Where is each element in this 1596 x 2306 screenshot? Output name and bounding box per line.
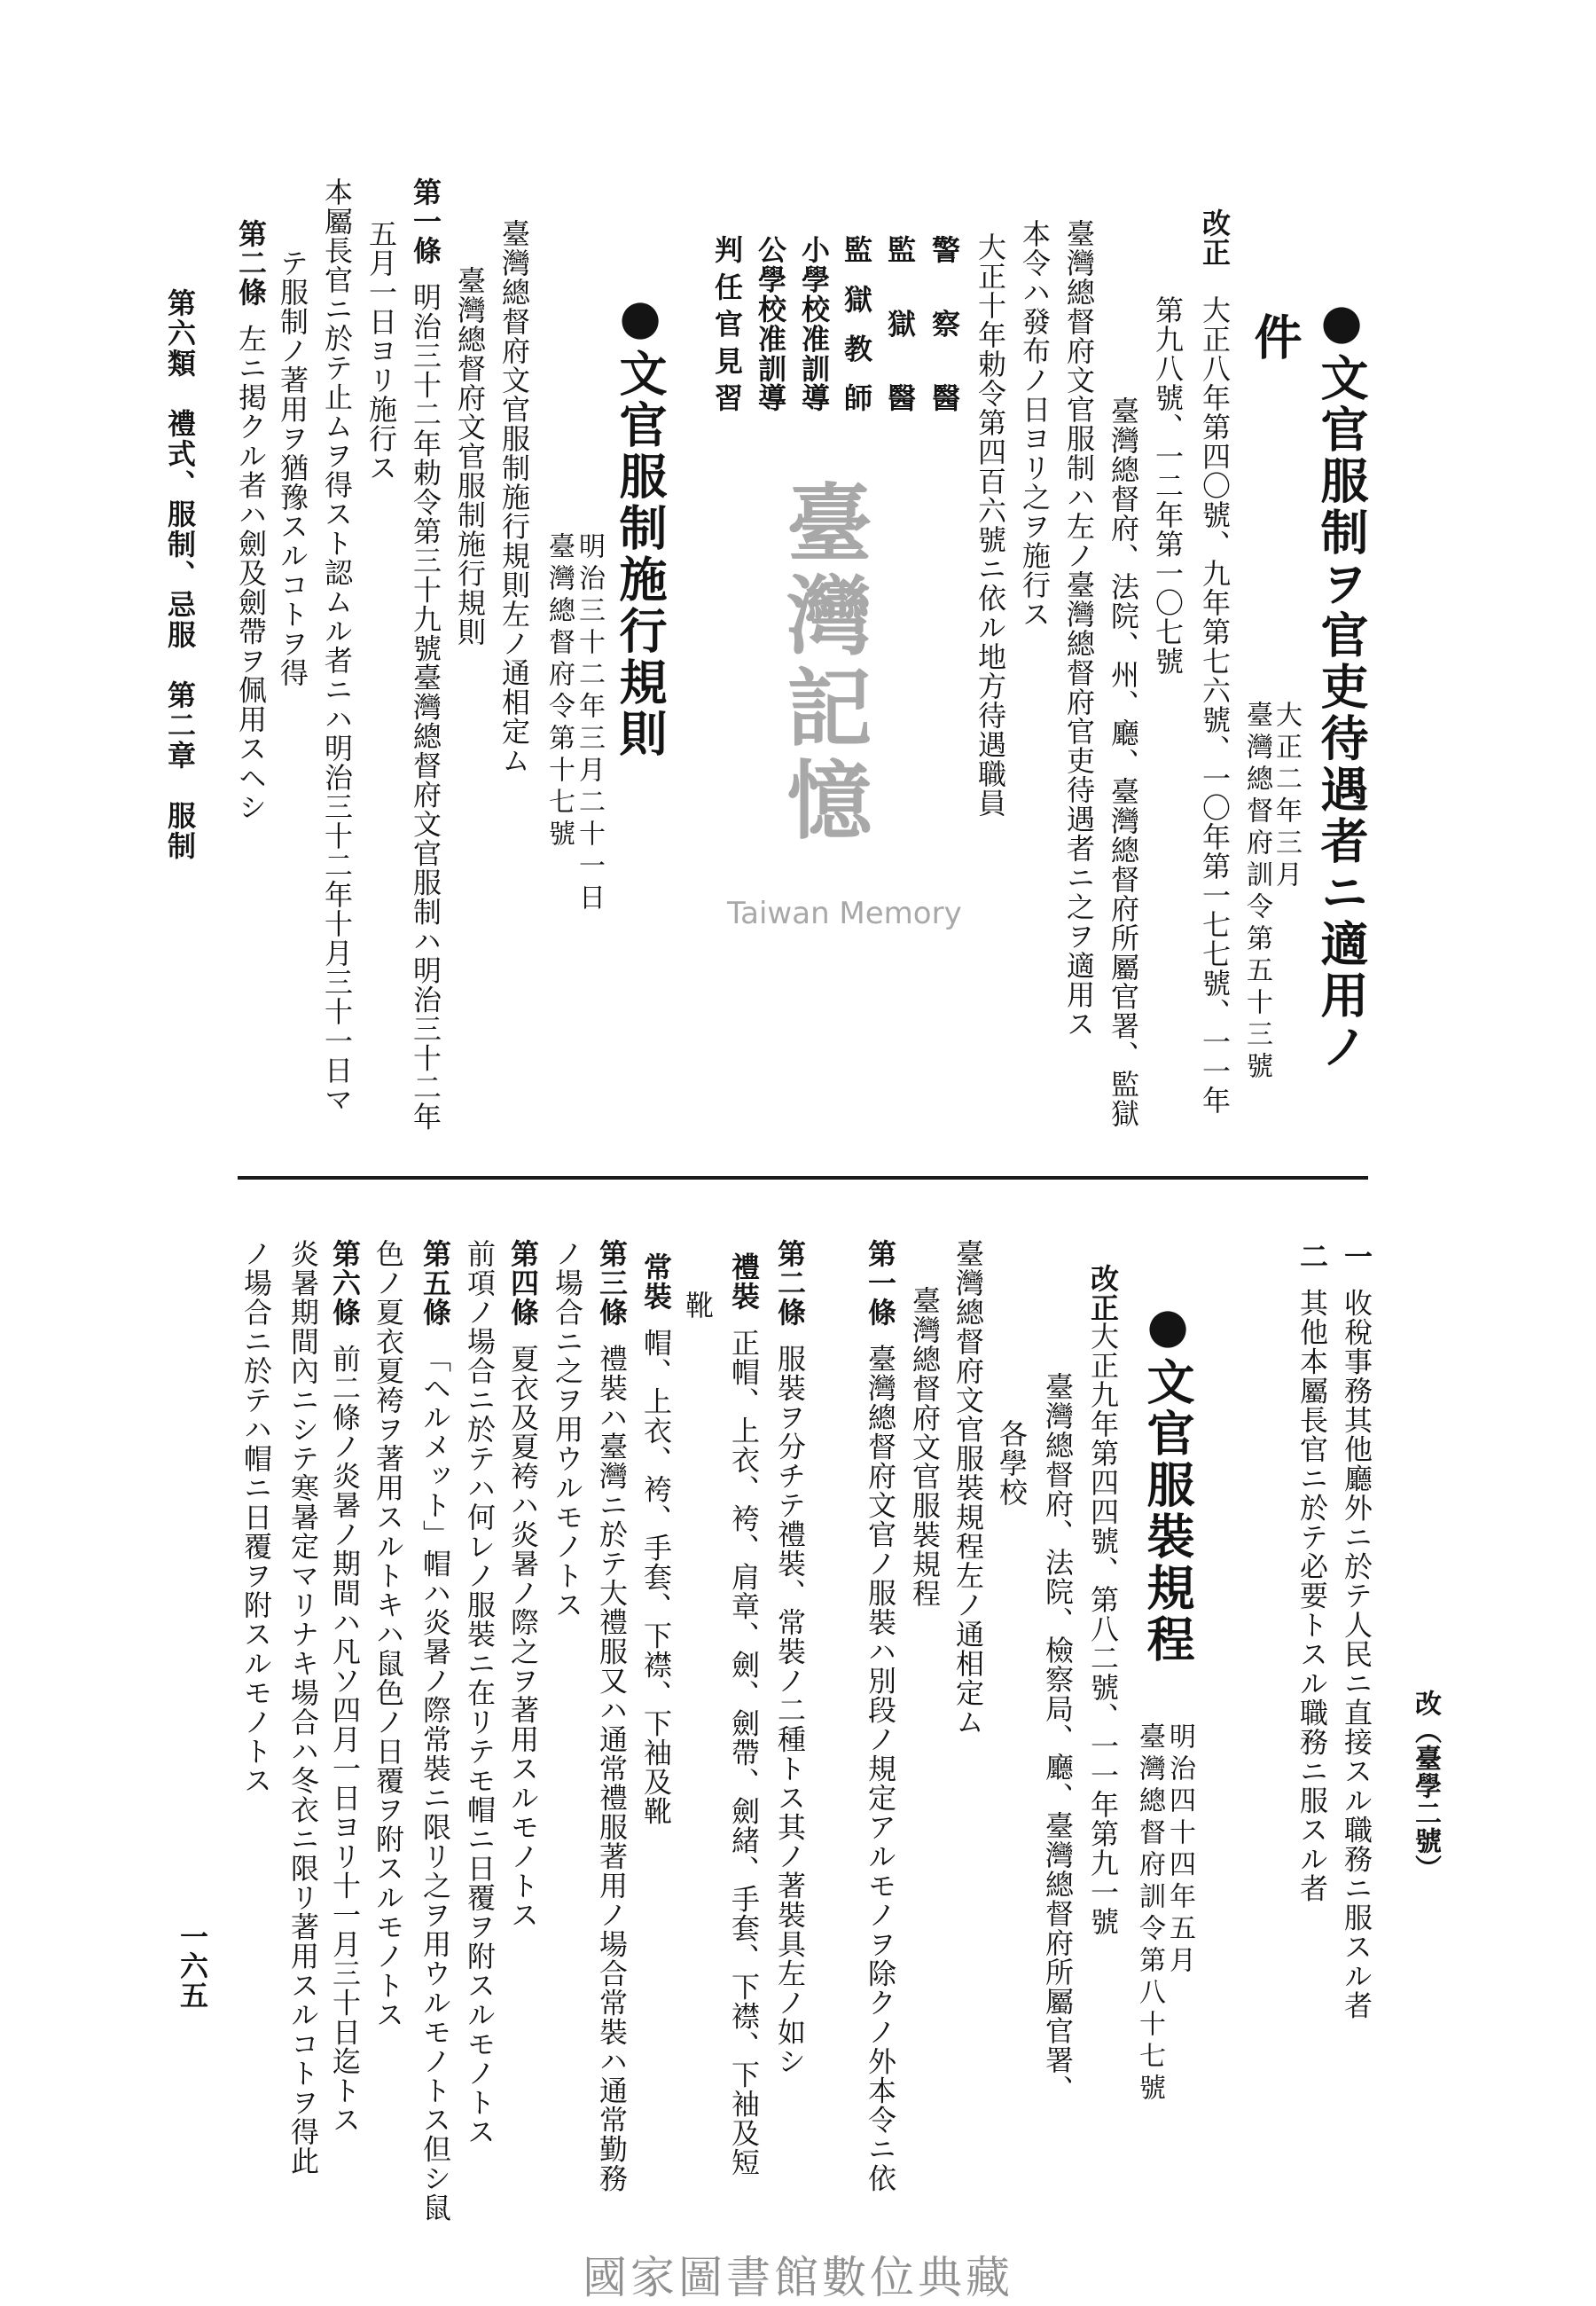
section3-subtitle: 臺灣總督府文官服裝規程 <box>908 1286 942 1608</box>
section2-subtitle: 臺灣總督府文官服制施行規則 <box>453 266 487 647</box>
running-header: 第六類 禮式、服制、忌服 第二章 服制 <box>163 288 197 861</box>
article-text: 禮裝ハ臺灣ニ於テ大禮服又ハ通常禮服著用ノ場合常裝ハ通常勤務 <box>595 1344 629 2193</box>
article-cont: ノ場合ニ之ヲ用ウルモノトス <box>551 1239 584 1620</box>
article-4 <box>506 1239 540 1930</box>
article-5 <box>421 1239 450 2222</box>
article-1-line: 五月一日ヨリ施行ス <box>364 219 398 482</box>
article-text: 「ヘルメット」帽ハ炎暑ノ際常裝ニ限リ之ヲ用ウルモノトス但シ鼠 <box>419 1344 452 2223</box>
top-note: 改（臺學二號） <box>1410 1690 1441 1882</box>
taiwan-memory-watermark-text: Taiwan Memory <box>727 896 962 931</box>
staff-list-item: 警察醫 <box>927 235 961 412</box>
section3-intro: 臺灣總督府文官服裝規程左ノ通相定ム <box>951 1239 985 1737</box>
article-cont: 色ノ夏衣夏袴ヲ著用スルトキハ鼠色ノ日覆ヲ附スルモノトス <box>372 1239 405 2029</box>
item-number: 一 <box>1340 1242 1373 1271</box>
article-cont: 炎暑期間內ニシテ寒暑定マリナキ場合ハ冬衣ニ限リ著用スルコトヲ得此 <box>286 1239 320 2176</box>
section3-scope: 各學校 <box>995 1419 1029 1507</box>
article-text: 左ニ掲クル者ハ劍及劍帶ヲ佩用スヘシ <box>234 324 268 822</box>
article-label: 常裝 <box>639 1252 673 1311</box>
article-label: 第一條 <box>409 177 442 265</box>
article-6 <box>328 1239 362 2135</box>
article-3 <box>595 1239 629 2193</box>
article-label: 第一條 <box>864 1239 897 1327</box>
ordinary-dress-item <box>639 1252 673 1826</box>
article-label: 第三條 <box>595 1239 629 1327</box>
section1-date: 大正二年三月 <box>1271 701 1302 892</box>
staff-list-item: 監獄醫 <box>883 235 917 412</box>
staff-list-item: 公學校准訓導 <box>754 235 787 412</box>
section3-amend-text: 大正九年第四四號、第八二號、一一年第九一號 <box>1086 1322 1120 1936</box>
section1-amend-line: 大正八年第四〇號、九年第七六號、一〇年第一七七號、一一年 <box>1198 295 1232 1115</box>
section2-date: 明治三十二年三月二十一日 <box>574 532 605 915</box>
section1-amend-line: 第九八號、一二年第一〇七號 <box>1151 295 1185 676</box>
section1-title-cont: 件 <box>1247 312 1303 364</box>
formal-dress-item <box>727 1252 761 2177</box>
section-divider <box>238 1176 1368 1180</box>
article-label: 禮裝 <box>727 1252 761 1311</box>
staff-list-item: 監獄教師 <box>840 235 873 412</box>
article-2 <box>234 219 268 822</box>
list-item <box>1342 1242 1371 2020</box>
article-text: 前二條ノ炎暑ノ期間ハ凡ソ四月一日ヨリ十一月三十日迄トス <box>328 1344 362 2135</box>
article-2 <box>773 1239 807 2076</box>
article-text: 正帽、上衣、袴、肩章、劍、劍帶、劍緒、手套、下襟、下袖及短 <box>727 1328 761 2177</box>
section3-ordinance: 臺灣總督府訓令第八十七號 <box>1134 1722 1165 2106</box>
section1-amend-label: 改正 <box>1198 208 1232 267</box>
list-item <box>1295 1242 1329 1903</box>
page-number: 一六五 <box>176 1922 209 2010</box>
article-text: 帽、上衣、袴、手套、下襟、下袖及靴 <box>639 1328 673 1826</box>
article-label: 第二條 <box>234 219 268 307</box>
section1-line: 大正十年勅令第四百六號ニ依ル地方待遇職員 <box>974 232 1007 818</box>
article-text: 臺灣總督府文官ノ服裝ハ別段ノ規定アルモノヲ除クノ外本令ニ依 <box>864 1344 897 2193</box>
article-1 <box>866 1239 895 2192</box>
item-text: 其他本屬長官ニ於テ必要トスル職務ニ服スル者 <box>1295 1288 1329 1903</box>
section3-title: ●文官服裝規程 <box>1139 1297 1196 1666</box>
section3-scope: 臺灣總督府、法院、檢察局、廳、臺灣總督府所屬官署、 <box>1041 1372 1075 2104</box>
section2-title: ●文官服制施行規則 <box>612 288 669 760</box>
article-text: 明治三十二年勅令第三十九號臺灣總督府文官服制ハ明治三十二年 <box>409 282 442 1132</box>
section1-title: ●文官服制ヲ官吏待遇者ニ適用ノ <box>1313 293 1370 1073</box>
taiwan-memory-watermark-logo: 臺灣記憶 <box>773 479 873 848</box>
article-1-line: 本屬長官ニ於テ止ムヲ得スト認ムル者ニハ明治三十二年十月三十一日マ <box>320 177 354 1114</box>
article-label: 第五條 <box>419 1239 452 1327</box>
article-cont: ノ場合ニ於テハ帽ニ日覆ヲ附スルモノトス <box>239 1239 273 1795</box>
section3-amend-label: 改正 <box>1086 1264 1120 1322</box>
section1-line: 臺灣總督府、法院、州、廳、臺灣總督府所屬官署、監獄 <box>1107 396 1140 1128</box>
article-label: 第六條 <box>328 1239 362 1327</box>
article-label: 第四條 <box>506 1239 540 1327</box>
staff-list-item: 小學校准訓導 <box>797 235 831 412</box>
article-1-line: テ服制ノ著用ヲ猶豫スルコトヲ得 <box>276 248 309 687</box>
article-cont: 前項ノ場合ニ於テハ何レノ服裝ニ在リテモ帽ニ日覆ヲ附スルモノトス <box>463 1239 497 2146</box>
footer-watermark: 國家圖書館數位典藏 <box>583 2252 1013 2303</box>
item-text: 收稅事務其他廳外ニ於テ人民ニ直接スル職務ニ服スル者 <box>1340 1288 1373 2020</box>
article-cont: 靴 <box>681 1290 715 1320</box>
section1-line: 臺灣總督府文官服制ハ左ノ臺灣總督府官吏待遇者ニ之ヲ適用ス <box>1062 219 1096 1039</box>
article-text: 服裝ヲ分チテ禮裝、常裝ノ二種トス其ノ著裝具左ノ如シ <box>773 1344 807 2076</box>
section1-line: 本令ハ發布ノ日ヨリ之ヲ施行ス <box>1018 219 1052 629</box>
section1-ordinance: 臺灣總督府訓令第五十三號 <box>1241 701 1272 1084</box>
section3-date: 明治四十四年五月 <box>1164 1722 1195 1978</box>
section2-intro: 臺灣總督府文官服制施行規則左ノ通相定ム <box>497 219 531 775</box>
staff-list-item: 判任官見習 <box>710 235 744 412</box>
section2-ordinance: 臺灣總督府令第十七號 <box>544 532 575 851</box>
article-text: 夏衣及夏袴ハ炎暑ノ際之ヲ著用スルモノトス <box>506 1344 540 1930</box>
item-number: 二 <box>1295 1242 1329 1271</box>
article-1 <box>411 177 440 1131</box>
article-label: 第二條 <box>773 1239 807 1327</box>
